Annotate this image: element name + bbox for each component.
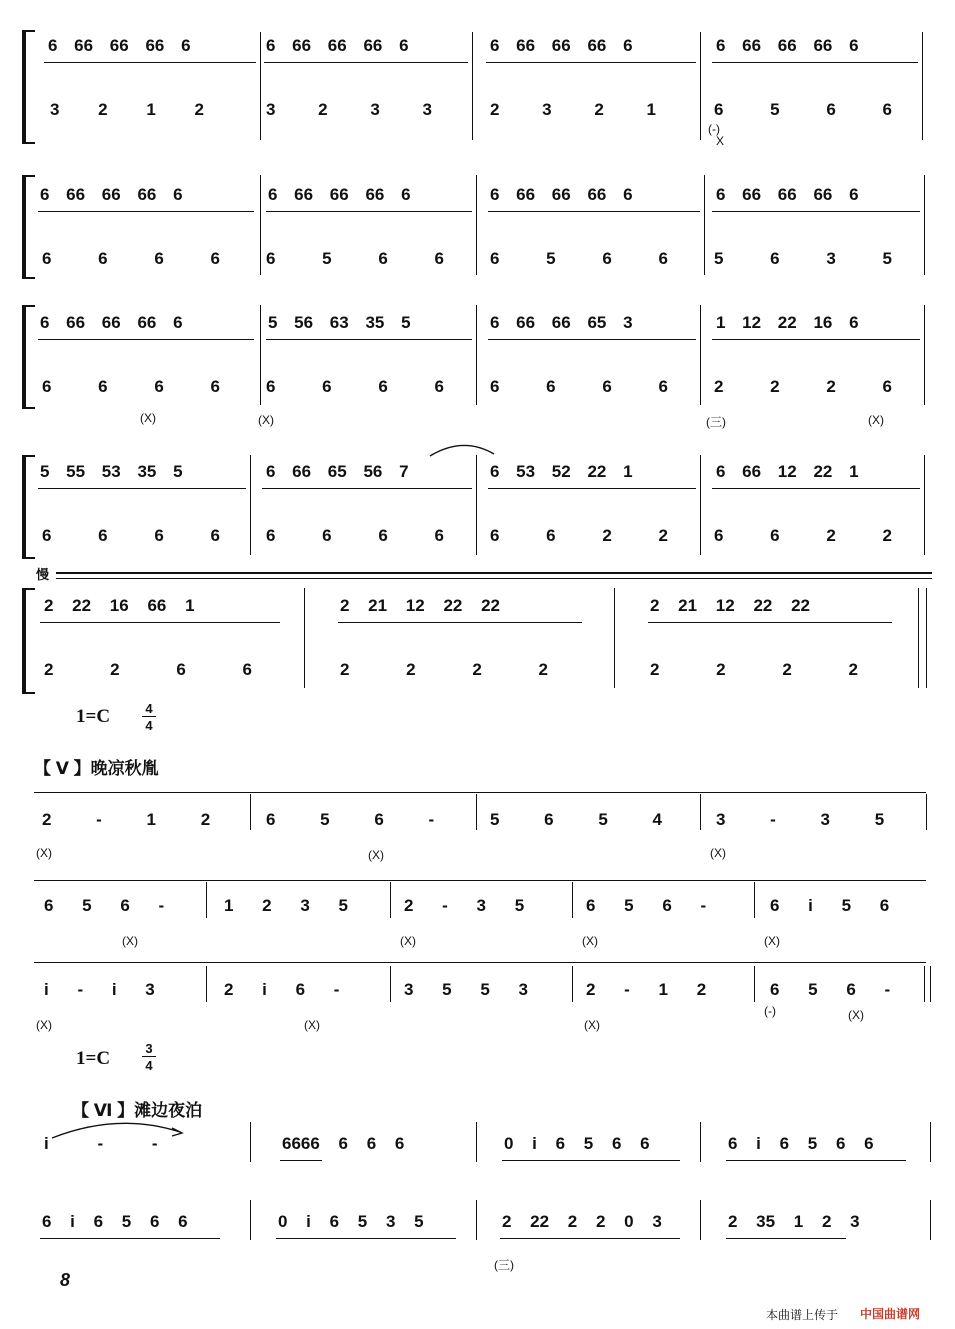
site-logo: 中国曲谱网 (860, 1307, 921, 1321)
upper-part-measure: 2 22 16 66 1 (44, 596, 195, 615)
barline (918, 588, 919, 688)
beam-line (40, 622, 280, 623)
melody-measure: 2 i 6 - (224, 980, 340, 999)
barline (614, 588, 615, 688)
percussion-mark: X (716, 134, 725, 148)
system-bracket (22, 455, 35, 559)
beam-line (502, 1160, 680, 1161)
beam-line (488, 339, 696, 340)
score-system-3 (0, 295, 955, 430)
lower-part-measure: 6 6 6 6 (42, 377, 220, 396)
barline (206, 882, 207, 918)
percussion-mark: (X) (584, 1018, 600, 1032)
page-number: 8 (60, 1270, 71, 1290)
section6-row-2 (0, 1196, 955, 1276)
melody-measure: i - i 3 (44, 980, 155, 999)
staff-guide-line (34, 792, 926, 793)
percussion-mark: (X) (848, 1008, 864, 1022)
melody-measure: 0 i 6 5 3 5 (278, 1212, 424, 1231)
barline (250, 1122, 251, 1162)
barline (260, 175, 261, 275)
system-bracket (22, 30, 35, 144)
melody-measure: 5 6 5 4 (490, 810, 662, 829)
section5-row-2 (0, 872, 955, 952)
upper-part-measure: 6 66 66 66 6 (40, 313, 183, 332)
melody-measure: 2 - 1 2 (42, 810, 211, 829)
barline (926, 588, 927, 688)
beam-line (500, 1238, 680, 1239)
melody-measure: 6 5 6 - (266, 810, 435, 829)
melody-measure: 2 22 2 2 0 3 (502, 1212, 662, 1231)
barline (572, 882, 573, 918)
beam-line (712, 211, 920, 212)
upper-part-measure: 6 66 66 66 6 (716, 185, 859, 204)
system-bracket (22, 588, 35, 694)
key-signature: 1=C (76, 1048, 111, 1069)
slur-arc (428, 440, 498, 460)
accelerando-wedge (56, 572, 932, 579)
lower-part-measure: 2 3 2 1 (490, 100, 656, 119)
upper-part-measure: 2 21 12 22 22 (650, 596, 810, 615)
beam-line (266, 339, 472, 340)
barline (476, 1200, 477, 1240)
score-system-5 (0, 562, 955, 697)
barline (754, 882, 755, 918)
percussion-mark: (X) (710, 846, 726, 860)
percussion-mark: (X) (304, 1018, 320, 1032)
melody-measure: 6666 6 6 6 (282, 1134, 405, 1153)
beam-line (726, 1238, 846, 1239)
percussion-mark: (X) (140, 411, 156, 425)
score-system-4 (0, 440, 955, 560)
section5-row-1 (0, 784, 955, 864)
lower-part-measure: 2 2 6 6 (44, 660, 252, 679)
upper-part-measure: 6 66 66 66 6 (490, 36, 633, 55)
beam-line (712, 339, 920, 340)
barline (926, 794, 927, 830)
beam-line (488, 488, 696, 489)
upper-part-measure: 1 12 22 16 6 (716, 313, 859, 332)
beam-line (44, 62, 256, 63)
barline (304, 588, 305, 688)
lower-part-measure: 6 6 6 6 (42, 249, 220, 268)
melody-measure: 6 5 6 - (44, 896, 165, 915)
barline (930, 1200, 931, 1240)
melody-measure: 1 2 3 5 (224, 896, 348, 915)
upper-part-measure: 2 21 12 22 22 (340, 596, 500, 615)
barline (704, 175, 705, 275)
percussion-mark: (X) (868, 413, 884, 427)
melody-measure: 2 - 1 2 (586, 980, 707, 999)
percussion-mark: (X) (368, 848, 384, 862)
barline (754, 966, 755, 1002)
lower-part-measure: 2 2 2 2 (650, 660, 858, 679)
melody-measure: 0 i 6 5 6 6 (504, 1134, 650, 1153)
barline (390, 882, 391, 918)
barline (924, 966, 925, 1002)
melody-measure: 2 35 1 2 3 (728, 1212, 860, 1231)
percussion-mark: (三) (706, 415, 726, 429)
barline (572, 966, 573, 1002)
melody-measure: i - - (44, 1134, 158, 1153)
tempo-marking: 慢 (36, 567, 50, 582)
melody-measure: 6 i 6 5 6 6 (728, 1134, 874, 1153)
staff-guide-line (34, 962, 926, 963)
lower-part-measure: 2 2 2 2 (340, 660, 548, 679)
upper-part-measure: 6 66 66 66 6 (268, 185, 411, 204)
barline (476, 175, 477, 275)
upper-part-measure: 6 66 66 65 3 (490, 313, 633, 332)
barline (922, 32, 923, 140)
beam-line (280, 1160, 322, 1161)
lower-part-measure: 3 2 1 2 (50, 100, 204, 119)
melody-measure: 3 - 3 5 (716, 810, 885, 829)
beam-line (276, 1238, 456, 1239)
barline (700, 1200, 701, 1240)
percussion-mark: (三) (494, 1258, 514, 1272)
lower-part-measure: 6 5 6 6 (490, 249, 668, 268)
barline (260, 305, 261, 405)
barline (700, 1122, 701, 1162)
score-system-2 (0, 165, 955, 280)
lower-part-measure: 3 2 3 3 (266, 100, 432, 119)
time-signature-denominator: 4 (145, 1058, 153, 1073)
percussion-mark: (X) (400, 934, 416, 948)
upper-part-measure: 5 55 53 35 5 (40, 462, 183, 481)
melody-measure: 6 5 6 - (770, 980, 891, 999)
key-signature: 1=C (76, 706, 111, 727)
beam-line (38, 211, 254, 212)
upper-part-measure: 6 66 66 66 6 (48, 36, 191, 55)
upper-part-measure: 6 66 66 66 6 (266, 36, 409, 55)
melody-measure: 3 5 5 3 (404, 980, 528, 999)
upper-part-measure: 6 66 65 56 7 (266, 462, 409, 481)
beam-line (726, 1160, 906, 1161)
section-title: 【 Ⅵ 】滩边夜泊 (72, 1101, 203, 1120)
beam-line (338, 622, 582, 623)
time-signature-denominator: 4 (145, 718, 153, 733)
beam-line (648, 622, 892, 623)
barline (250, 794, 251, 830)
score-system-1 (0, 20, 955, 150)
lower-part-measure: 6 6 2 2 (490, 526, 668, 545)
lower-part-measure: 6 5 6 6 (266, 249, 444, 268)
upper-part-measure: 5 56 63 35 5 (268, 313, 411, 332)
lower-part-measure: 6 6 6 6 (490, 377, 668, 396)
lower-part-measure: 2 2 2 6 (714, 377, 892, 396)
lower-part-measure: 6 6 6 6 (266, 377, 444, 396)
barline (390, 966, 391, 1002)
percussion-mark: (X) (258, 413, 274, 427)
section6-row-1 (0, 1118, 955, 1190)
barline (472, 32, 473, 140)
barline (700, 32, 701, 140)
barline (930, 966, 931, 1002)
beam-line (40, 1238, 220, 1239)
section5-row-3 (0, 956, 955, 1036)
upper-part-measure: 6 66 66 66 6 (490, 185, 633, 204)
beam-line (38, 488, 246, 489)
staff-guide-line (34, 880, 926, 881)
barline (206, 966, 207, 1002)
beam-line (712, 62, 918, 63)
lower-part-measure: 6 6 6 6 (266, 526, 444, 545)
upper-part-measure: 6 66 66 66 6 (40, 185, 183, 204)
upper-part-measure: 6 66 12 22 1 (716, 462, 859, 481)
percussion-mark: (-) (708, 122, 720, 136)
section-title: 【 Ⅴ 】晚凉秋胤 (34, 759, 159, 778)
beam-line (712, 488, 920, 489)
barline (476, 794, 477, 830)
percussion-mark: (X) (764, 934, 780, 948)
percussion-mark: (X) (122, 934, 138, 948)
barline (930, 1122, 931, 1162)
beam-line (38, 339, 254, 340)
beam-line (266, 211, 472, 212)
lower-part-measure: 6 6 6 6 (42, 526, 220, 545)
barline (476, 1122, 477, 1162)
upper-part-measure: 6 53 52 22 1 (490, 462, 633, 481)
percussion-mark: (X) (36, 846, 52, 860)
time-signature-numerator: 3 (142, 1042, 156, 1057)
lower-part-measure: 6 5 6 6 (714, 100, 892, 119)
system-bracket (22, 175, 35, 279)
melody-measure: 2 - 3 5 (404, 896, 525, 915)
percussion-mark: (X) (36, 1018, 52, 1032)
barline (250, 455, 251, 555)
barline (260, 32, 261, 140)
system-bracket (22, 305, 35, 409)
lower-part-measure: 5 6 3 5 (714, 249, 892, 268)
barline (476, 455, 477, 555)
barline (250, 1200, 251, 1240)
melody-measure: 6 i 5 6 (770, 896, 890, 915)
beam-line (264, 62, 468, 63)
percussion-mark: (X) (582, 934, 598, 948)
beam-line (486, 62, 696, 63)
melody-measure: 6 i 6 5 6 6 (42, 1212, 188, 1231)
beam-line (488, 211, 700, 212)
percussion-mark: (-) (764, 1004, 776, 1018)
melody-measure: 6 5 6 - (586, 896, 707, 915)
barline (700, 794, 701, 830)
upper-part-measure: 6 66 66 66 6 (716, 36, 859, 55)
barline (700, 305, 701, 405)
barline (700, 455, 701, 555)
lower-part-measure: 6 6 2 2 (714, 526, 892, 545)
barline (924, 175, 925, 275)
footer-upload-text: 本曲谱上传于 (766, 1308, 839, 1322)
barline (476, 305, 477, 405)
barline (924, 455, 925, 555)
time-signature-numerator: 4 (142, 702, 156, 717)
beam-line (262, 488, 472, 489)
barline (924, 305, 925, 405)
